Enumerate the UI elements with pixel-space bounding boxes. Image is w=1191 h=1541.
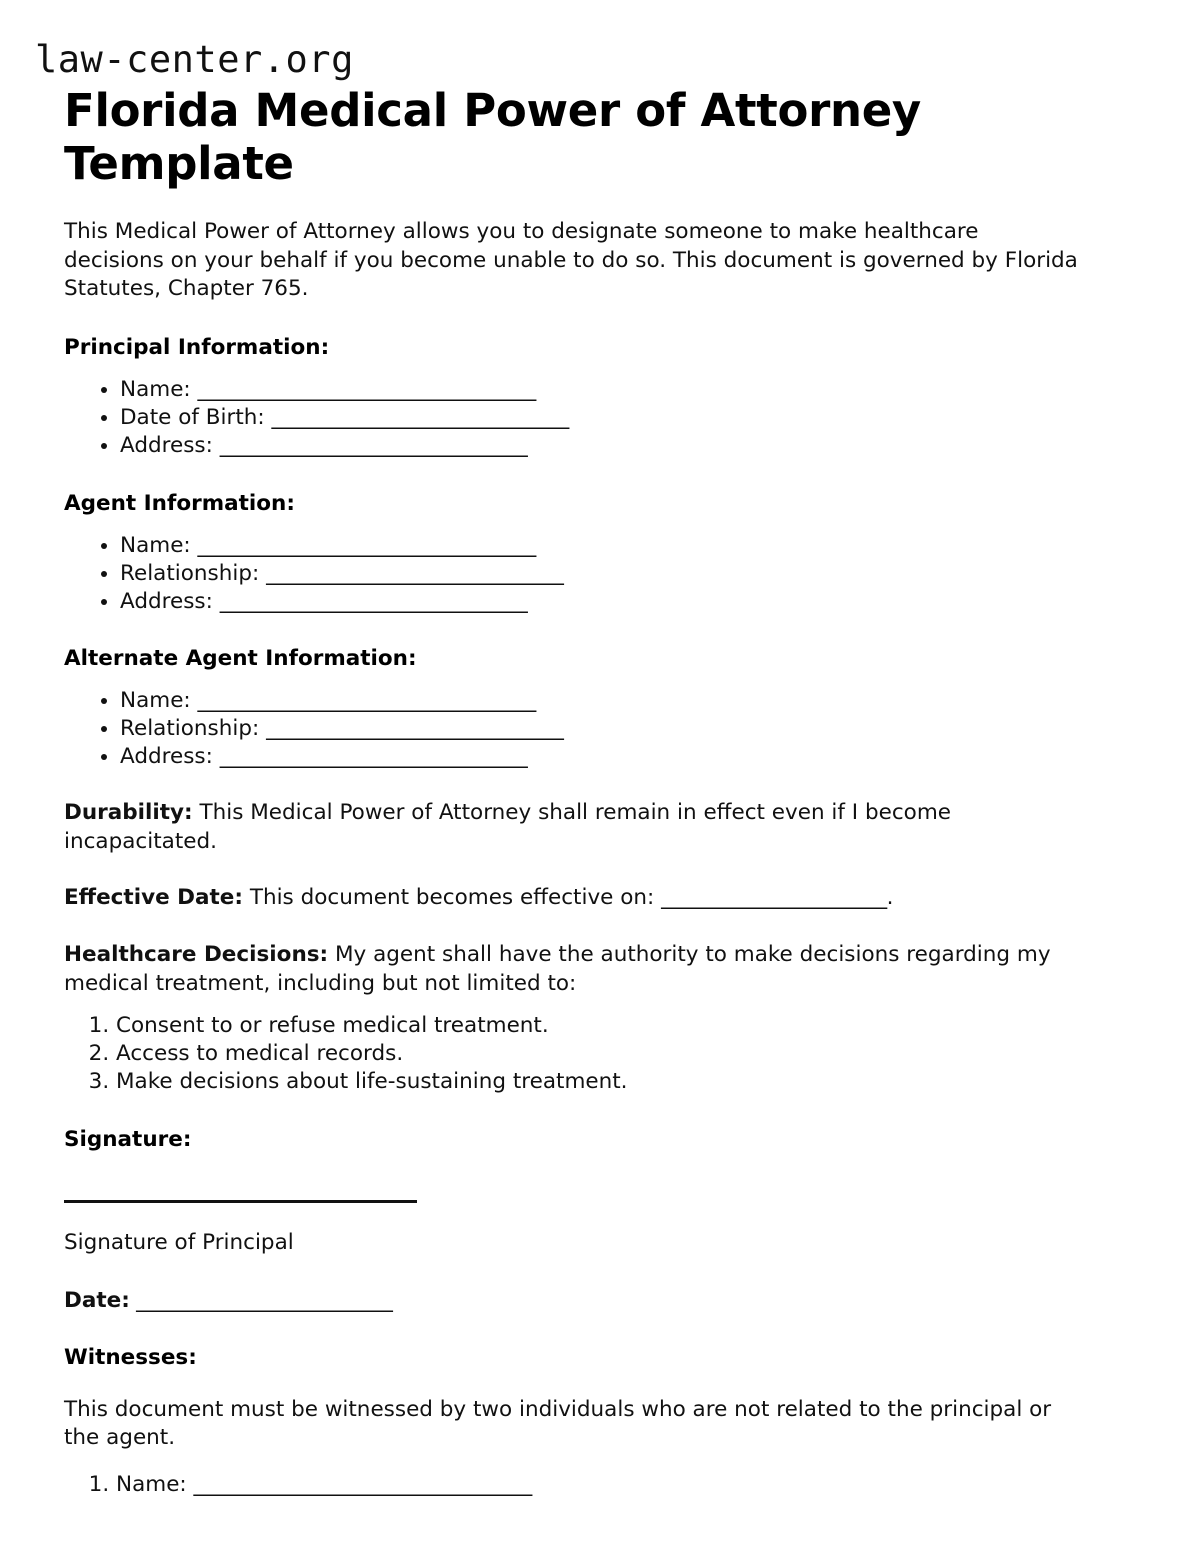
witnesses-paragraph: This document must be witnessed by two individuals who are not related to the principal or the agent. [64, 1396, 1052, 1451]
field-label: Relationship: [120, 560, 267, 586]
witness-field-list [64, 1471, 1127, 1499]
section-heading-signature: Signature: [64, 1127, 192, 1152]
field-label: Relationship: [120, 716, 267, 742]
list-item [120, 715, 1127, 743]
signature-caption: Signature of Principal [64, 1229, 294, 1255]
field-blank: _________________________________ [197, 688, 536, 714]
list-item [120, 588, 1127, 616]
field-label: Name: [120, 532, 198, 558]
field-blank: _________________________________ [197, 532, 536, 558]
list-item [120, 560, 1127, 588]
field-label: Name: [120, 376, 198, 402]
site-name: law-center.org [35, 38, 354, 81]
intro-paragraph: This Medical Power of Attorney allows you to designate someone to make healthcare decisions on your behalf if you become unable to do so. This document is governed by Florida Statutes, Chapter 765. [64, 219, 1078, 302]
section-heading-alternate-agent: Alternate Agent Information: [64, 646, 417, 672]
field-blank: ______________________________ [219, 744, 528, 770]
principal-field-list [64, 376, 1127, 460]
effective-date-blank: ______________________ [661, 885, 887, 911]
effective-date-text: This document becomes effective on: [242, 885, 662, 911]
healthcare-decisions-text: My agent shall have the authority to make decisions regarding my medical treatment, including but not limited to: [64, 942, 1051, 996]
list-item [120, 687, 1127, 715]
signature-line [64, 1200, 417, 1203]
healthcare-decisions-label: Healthcare Decisions: [64, 942, 329, 967]
list-item: 2. Access to medical records. [116, 1040, 1127, 1068]
list-item [120, 743, 1127, 771]
section-heading-principal: Principal Information: [64, 334, 330, 360]
field-blank: _____________________________ [266, 716, 564, 742]
healthcare-decisions-list [64, 1012, 1127, 1096]
durability-paragraph [64, 799, 1079, 856]
field-blank: _________________________________ [193, 1472, 532, 1497]
field-blank: _____________________________ [271, 404, 569, 430]
date-blank: _________________________ [129, 1287, 393, 1313]
field-label: Address: [120, 432, 220, 458]
field-label: Address: [120, 744, 220, 770]
list-item [120, 404, 1127, 432]
signature-date-line [64, 1287, 1127, 1315]
list-item: 1. Consent to or refuse medical treatment. [116, 1012, 1127, 1040]
alternate-agent-field-list [64, 687, 1127, 771]
section-heading-agent: Agent Information: [64, 490, 295, 516]
field-label: Name: [116, 1472, 194, 1497]
field-blank: ______________________________ [219, 432, 528, 458]
effective-date-trailing: . [886, 885, 894, 911]
field-label: Date of Birth: [120, 404, 272, 430]
field-label: Address: [120, 588, 220, 614]
durability-text: This Medical Power of Attorney shall remain in effect even if I become incapacitated. [64, 800, 952, 854]
effective-date-label: Effective Date: [64, 885, 243, 911]
section-heading-witnesses: Witnesses: [64, 1344, 197, 1370]
list-item [120, 432, 1127, 460]
date-label: Date: [64, 1287, 130, 1313]
effective-date-paragraph [64, 884, 1079, 913]
field-blank: ______________________________ [219, 588, 528, 614]
healthcare-decisions-paragraph [64, 941, 1079, 998]
list-item [120, 532, 1127, 560]
list-item [116, 1471, 1127, 1499]
field-blank: _________________________________ [197, 376, 536, 402]
field-label: Name: [120, 688, 198, 714]
list-item [120, 376, 1127, 404]
agent-field-list [64, 532, 1127, 616]
field-blank: _____________________________ [266, 560, 564, 586]
page-title: Florida Medical Power of Attorney Template [64, 84, 921, 191]
list-item: 3. Make decisions about life-sustaining treatment. [116, 1068, 1127, 1096]
durability-label: Durability: [64, 800, 193, 826]
